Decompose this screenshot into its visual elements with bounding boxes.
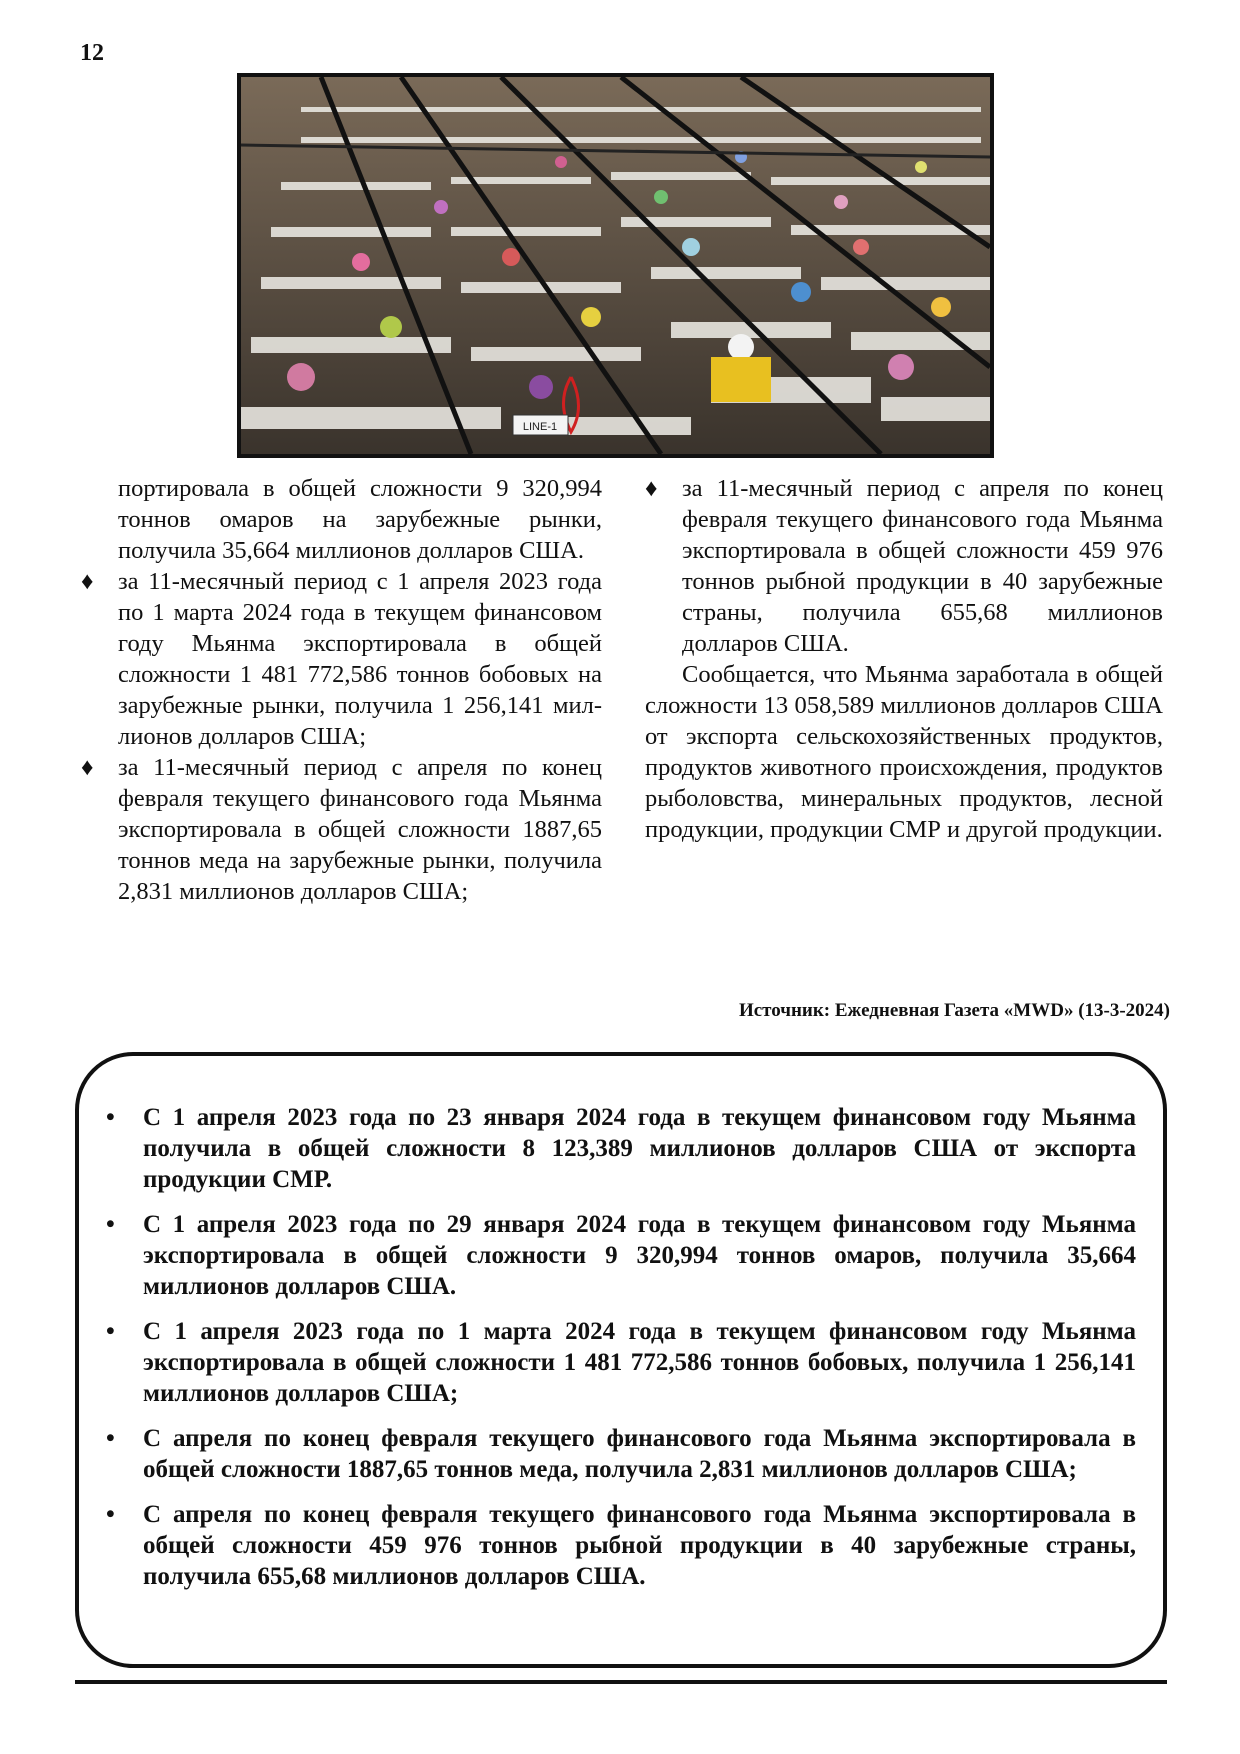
list-item (106, 1423, 1136, 1485)
list-item (645, 473, 1163, 659)
list-item-text: С 1 апреля 2023 года по 23 января 2024 года в текущем финансовом году Мьянма получила в общей сложности 8 123,389 миллионов долларов США от экспорта продукции СМР. (143, 1104, 1136, 1193)
page-number: 12 (80, 40, 104, 66)
list-item-text: С 1 апреля 2023 года по 29 января 2024 года в текущем финансовом году Мьянма экспортировала в общей сложности 9 320,994 тоннов омаров, получила 35,664 миллионов долларов США. (143, 1211, 1136, 1300)
list-item-text: С апреля по конец февраля текущего финансового года Мьянма экспортировала в общей сложности 459 976 тоннов рыбной продукции в 40 зарубежные страны, получила 655,68 миллионов долларов США. (143, 1501, 1136, 1590)
source-caption: Источник: Ежедневная Газета «MWD» (13-3-2024) (738, 1000, 1170, 1021)
continued-paragraph: портировала в общей сложности 9 320,994 тоннов омаров на зарубежные рынки, получила 35,664 миллионов долларов США. (118, 475, 602, 564)
line-sign: LINE-1 (522, 421, 558, 433)
right-column (645, 473, 1163, 845)
diamond-bullet-icon: ♦ (645, 475, 658, 502)
left-column (81, 473, 602, 907)
bottom-rule (75, 1680, 1167, 1684)
bullet-dot-icon: • (106, 1318, 115, 1345)
list-item-text: С 1 апреля 2023 года по 1 марта 2024 года в текущем финансовом году Мьянма экспортировала в общей сложности 1 481 772,586 тоннов бобовых, получила 1 256,141 миллионов долларов США; (143, 1318, 1136, 1407)
list-item-text: С апреля по конец февраля текущего финансового года Мьянма экспортировала в общей сложности 1887,65 тоннов меда, получила 2,831 миллионов долларов США; (143, 1425, 1136, 1483)
list-item-text: за 11-месячный период с 1 апреля 2023 года по 1 марта 2024 года в текущем финансовом году Мьянма экспортировала в общей сложности 1 481 772,586 тоннов бобовых на зарубежные рынки, получила 1 256,141 миллионов долларов США; (118, 568, 602, 750)
list-item (106, 1316, 1136, 1409)
list-item (106, 1499, 1136, 1592)
list-item (106, 1102, 1136, 1195)
list-item-text: за 11-месячный период с апреля по конец февраля текущего финансового года Мьянма экспортировала в общей сложности 459 976 тоннов рыбной продукции в 40 зарубежные страны, получила 655,68 миллионов долларов США. (682, 475, 1163, 657)
summary-list (106, 1102, 1136, 1606)
diamond-bullet-icon: ♦ (81, 754, 94, 781)
bullet-dot-icon: • (106, 1425, 115, 1452)
bullet-dot-icon: • (106, 1501, 115, 1528)
factory-illustration (241, 77, 990, 454)
list-item-text: за 11-месячный период с апреля по конец февраля текущего финансового года Мьянма экспортировала в общей сложности 1887,65 тоннов меда на зарубежные рынки, получила 2,831 миллионов долларов США; (118, 754, 602, 905)
summary-paragraph: Сообщается, что Мьянма заработала в общей сложности 13 058,589 миллионов долларов США от экспорта сельскохозяйственных продуктов, продуктов животного происхождения, продуктов рыболовства, минеральных продуктов, лесной продукции, продукции СМР и другой продукции. (645, 661, 1163, 843)
list-item (81, 566, 602, 752)
bullet-dot-icon: • (106, 1211, 115, 1238)
bullet-dot-icon: • (106, 1104, 115, 1131)
list-item (81, 752, 602, 907)
garment-factory-photo (237, 73, 994, 458)
diamond-bullet-icon: ♦ (81, 568, 94, 595)
list-item (106, 1209, 1136, 1302)
